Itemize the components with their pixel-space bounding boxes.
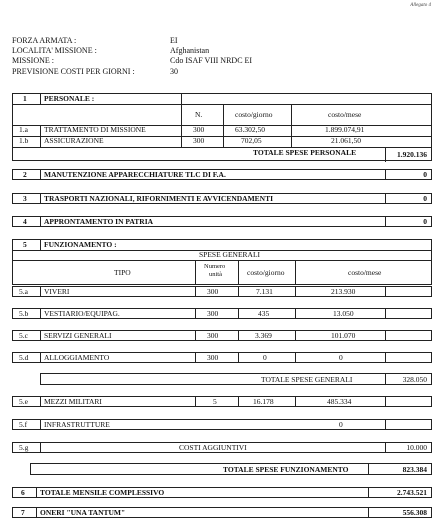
section-title: FUNZIONAMENTO :	[44, 240, 117, 249]
col-header-tipo: TIPO	[114, 268, 131, 277]
section-value: 0	[423, 170, 427, 179]
row-label: TRATTAMENTO DI MISSIONE	[44, 125, 146, 134]
col-header-numero: Numero	[204, 263, 226, 270]
col-header-costo-giorno: costo/giorno	[235, 110, 273, 119]
row-costo-mese: 0	[339, 420, 343, 429]
section-5-funzionamento	[12, 239, 432, 285]
col-header-costo-mese: costo/mese	[328, 110, 362, 119]
row-code: 5.b	[19, 309, 29, 318]
totale-spese-funzionamento	[30, 463, 432, 475]
section-number: 1	[23, 94, 27, 103]
row-label: INFRASTRUTTURE	[44, 420, 110, 429]
row-costo-giorno: 63.302,50	[235, 125, 265, 134]
total-value: 328.050	[402, 375, 427, 384]
row-code: 5.a	[19, 287, 28, 296]
header-label: FORZA ARMATA :	[12, 36, 77, 45]
row-code: 5.g	[19, 443, 29, 452]
row-5f	[12, 419, 432, 430]
section-number: 4	[23, 217, 27, 226]
row-costo-giorno: 702,05	[241, 136, 262, 145]
section-3	[12, 193, 432, 204]
section-number: 3	[23, 194, 27, 203]
row-n: 300	[207, 309, 219, 318]
row-5d	[12, 352, 432, 363]
section-title: MANUTENZIONE APPARECCHIATURE TLC DI F.A.	[44, 170, 226, 179]
row-label: COSTI AGGIUNTIVI	[179, 443, 247, 452]
header-label: MISSIONE :	[12, 56, 55, 65]
row-5g	[12, 442, 432, 453]
row-costo-giorno: 7.131	[256, 287, 273, 296]
col-header-costo-giorno: costo/giorno	[247, 268, 285, 277]
col-header-n: N.	[195, 110, 203, 119]
row-costo-giorno: 3.369	[255, 331, 272, 340]
total-label: TOTALE SPESE GENERALI	[261, 375, 353, 384]
total-label: TOTALE SPESE FUNZIONAMENTO	[223, 465, 349, 474]
row-code: 1.b	[19, 136, 29, 145]
section-1-personale	[12, 93, 432, 161]
header-row-missione	[0, 56, 437, 66]
section-2	[12, 169, 432, 180]
section-value: 0	[423, 194, 427, 203]
section-7	[12, 507, 432, 518]
totale-spese-generali	[40, 373, 432, 385]
total-value: 823.384	[402, 465, 427, 474]
spese-generali-header: SPESE GENERALI	[199, 250, 261, 259]
row-costo-giorno: 435	[258, 309, 270, 318]
section-4	[12, 216, 432, 227]
row-5e	[12, 396, 432, 407]
header-value: EI	[170, 36, 178, 45]
header-label: LOCALITA' MISSIONE :	[12, 46, 97, 55]
row-label: ALLOGGIAMENTO	[44, 353, 110, 362]
section-title: APPRONTAMENTO IN PATRIA	[44, 217, 154, 226]
row-code: 5.e	[19, 397, 28, 406]
row-n: 300	[193, 136, 205, 145]
row-costo-mese: 1.899.074,91	[325, 125, 365, 134]
row-5c	[12, 330, 432, 341]
row-n: 5	[213, 397, 217, 406]
section-number: 5	[23, 240, 27, 249]
row-costo-mese: 21.061,50	[331, 136, 361, 145]
row-n: 300	[193, 125, 205, 134]
section-6	[12, 487, 432, 498]
header-value: Cdo ISAF VIII NRDC EI	[170, 56, 253, 65]
section-title: ONERI "UNA TANTUM"	[40, 508, 126, 517]
row-code: 5.f	[19, 420, 28, 429]
total-label: TOTALE SPESE PERSONALE	[253, 148, 357, 157]
row-costo-mese: 213.930	[331, 287, 356, 296]
header-row-forza	[0, 36, 437, 46]
section-number: 6	[21, 488, 25, 497]
row-n: 300	[207, 353, 219, 362]
row-5a	[12, 286, 432, 297]
row-n: 300	[207, 287, 219, 296]
row-costo-mese: 101.070	[331, 331, 356, 340]
total-value: 1.920.136	[397, 150, 427, 159]
header-label: PREVISIONE COSTI PER GIORNI :	[12, 67, 135, 76]
row-label: VESTIARIO/EQUIPAG.	[44, 309, 120, 318]
col-header-unita: unità	[209, 271, 222, 278]
row-label: ASSICURAZIONE	[44, 136, 104, 145]
col-header-costo-mese: costo/mese	[348, 268, 382, 277]
row-costo-mese: 10.000	[406, 443, 427, 452]
header-value: Afghanistan	[170, 46, 210, 55]
row-label: MEZZI MILITARI	[44, 397, 102, 406]
section-number: 7	[21, 508, 25, 517]
corner-note: Allegato 4	[410, 3, 431, 8]
row-costo-mese: 0	[339, 353, 343, 362]
row-code: 5.c	[19, 331, 28, 340]
row-n: 300	[207, 331, 219, 340]
section-title: PERSONALE :	[44, 94, 95, 103]
header-row-giorni	[0, 67, 437, 77]
row-code: 1.a	[19, 125, 28, 134]
header-value: 30	[170, 67, 178, 76]
section-title: TRASPORTI NAZIONALI, RIFORNIMENTI E AVVICENDAMENTI	[44, 194, 274, 203]
section-title: TOTALE MENSILE COMPLESSIVO	[40, 488, 165, 497]
row-label: SERVIZI GENERALI	[44, 331, 112, 340]
row-costo-mese: 485.334	[327, 397, 352, 406]
header-row-localita	[0, 46, 437, 56]
section-number: 2	[23, 170, 27, 179]
row-costo-mese: 13.050	[333, 309, 354, 318]
row-code: 5.d	[19, 353, 29, 362]
row-5b	[12, 308, 432, 319]
row-label: VIVERI	[44, 287, 70, 296]
section-value: 556.308	[402, 508, 427, 517]
row-costo-giorno: 0	[263, 353, 267, 362]
section-value: 2.743.521	[397, 488, 427, 497]
section-value: 0	[423, 217, 427, 226]
row-costo-giorno: 16.178	[253, 397, 274, 406]
